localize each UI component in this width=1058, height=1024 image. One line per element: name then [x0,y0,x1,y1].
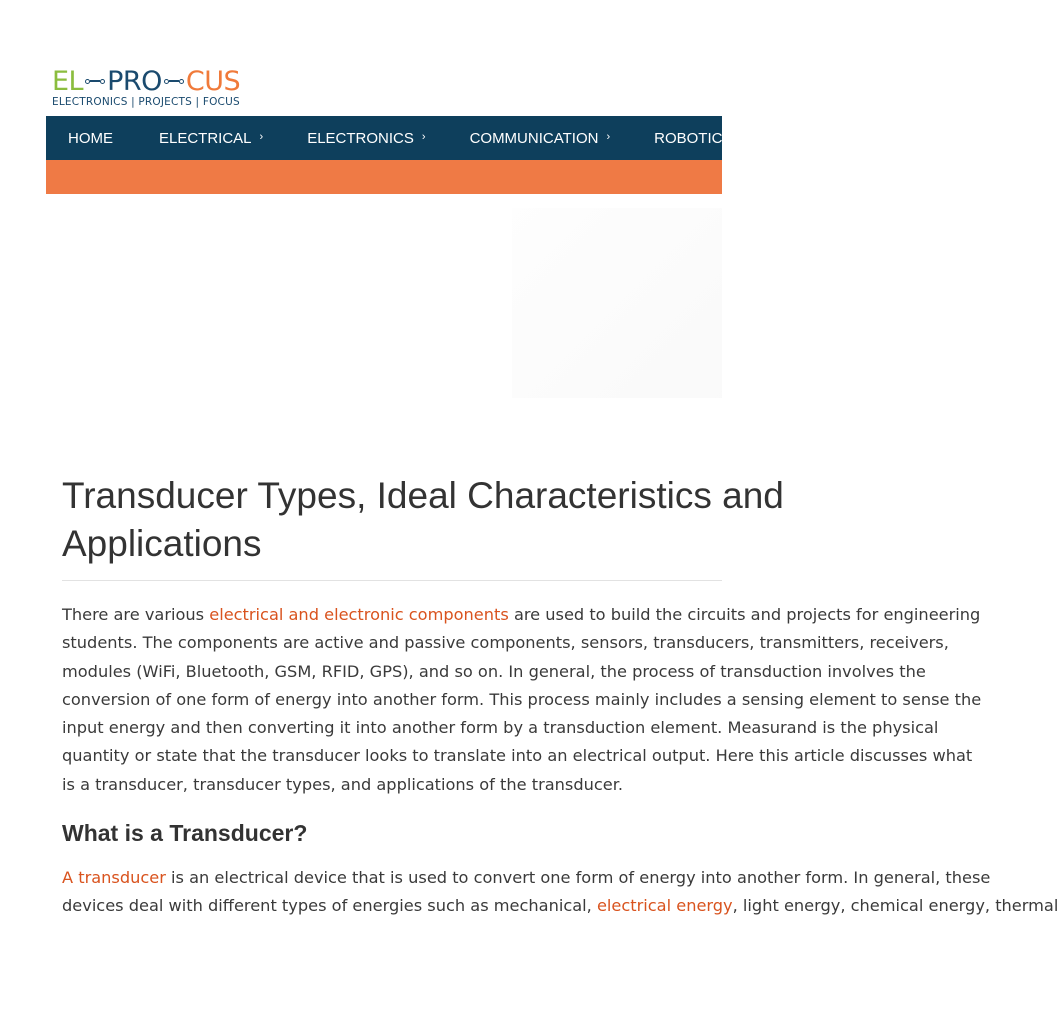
logo-tagline: ELECTRONICS | PROJECTS | FOCUS [52,96,240,108]
nav-item-label: HOME [68,129,113,147]
ad-placeholder [512,208,722,398]
intro-text: There are various [62,605,210,624]
chevron-right-icon: › [421,131,426,143]
definition-text: devices deal with different types of energies such as mechanical, [62,896,597,916]
definition-text: is an electrical device that is used to convert one form of energy into another form. In general, these [165,868,991,887]
definition-line [62,864,991,892]
electrical-energy-link[interactable]: electrical energy [596,896,733,916]
intro-paragraph [62,601,982,799]
chevron-right-icon: › [259,131,264,143]
intro-text: are used to build the circuits and projects for engineering [508,605,981,624]
transducer-link[interactable]: A transducer [62,868,166,887]
logo-connector-icon [85,79,105,84]
intro-line: students. The components are active and passive components, sensors, transducers, transmitters, receivers, [62,633,949,653]
page-title [62,472,782,568]
nav-item-label: ELECTRICAL [159,129,252,147]
logo-wordmark [52,66,240,96]
site-logo[interactable] [52,66,240,110]
definition-line [62,892,1058,920]
definition-text: , light energy, chemical energy, thermal [732,896,1058,916]
intro-line: modules (WiFi, Bluetooth, GSM, RFID, GPS), and so on. In general, the process of transduction involves the [62,661,926,681]
nav-item-label: ROBOTICS [654,129,733,147]
main-nav [46,116,733,160]
page [46,0,1058,1024]
logo-el: EL [52,65,84,97]
title-divider [62,580,722,581]
logo-pro: PRO [107,65,162,97]
nav-item-label: ELECTRONICS [307,129,414,147]
chevron-right-icon: › [606,131,611,143]
intro-line: quantity or state that the transducer looks to translate into an electrical output. Here this article discusses what [62,746,973,766]
components-link[interactable]: electrical and electronic components [209,605,509,624]
intro-line [62,601,981,629]
page-title-line-1: Transducer Types, Ideal Characteristics and [62,475,784,516]
nav-accent-strip [46,160,722,194]
nav-item-home[interactable] [68,116,113,160]
nav-item-communication[interactable] [470,116,611,160]
intro-line: is a transducer, transducer types, and applications of the transducer. [62,774,624,794]
intro-line: input energy and then converting it into another form by a transduction element. Measurand is the physical [62,718,939,738]
nav-item-electronics[interactable] [307,116,425,160]
nav-item-label: COMMUNICATION [469,129,599,147]
page-title-line-2: Applications [62,523,262,564]
logo-cus: CUS [185,65,241,97]
nav-item-robotics[interactable] [654,116,732,160]
intro-line: conversion of one form of energy into another form. This process mainly includes a sensing element to sense the [62,689,982,709]
logo-connector-icon [164,79,184,84]
definition-paragraph [62,864,1058,921]
nav-item-electrical[interactable] [159,116,263,160]
section-heading: What is a Transducer? [62,820,308,846]
